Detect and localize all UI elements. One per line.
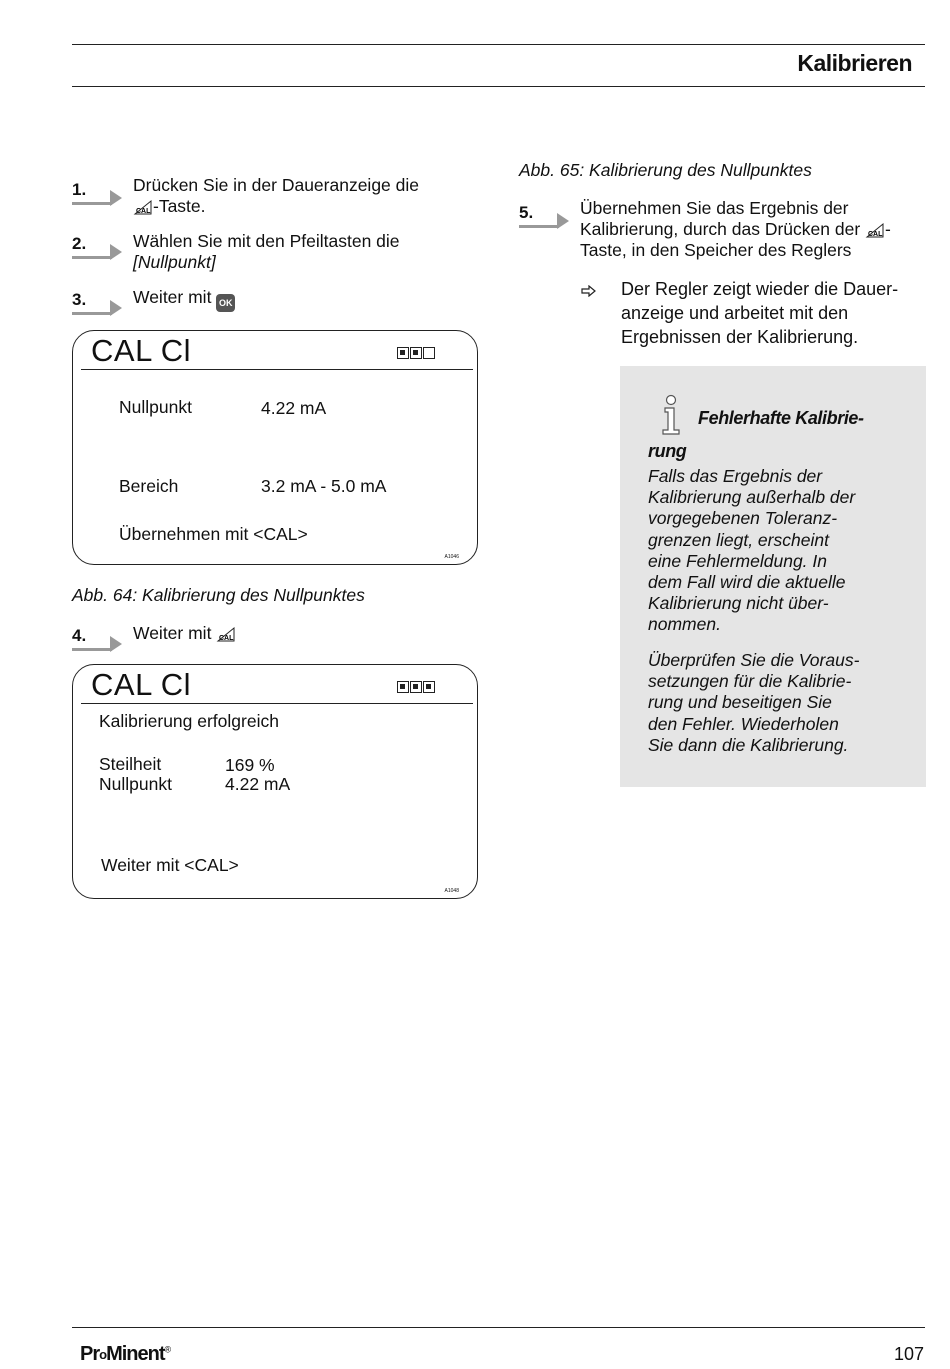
- page-title: Kalibrieren: [797, 50, 912, 76]
- cal-key-icon: [865, 222, 885, 238]
- svg-text:CAL: CAL: [136, 208, 151, 215]
- svg-text:CAL: CAL: [219, 635, 234, 642]
- step-number: 5.: [519, 203, 534, 222]
- progress-indicator-icon: [397, 347, 435, 359]
- info-note: [620, 366, 926, 787]
- step-text: Übernehmen Sie das Ergebnis der Kalibrierung, durch das Drücken der CAL - Taste, in den Speicher des Reglers: [580, 198, 891, 260]
- display-label: Nullpunkt: [119, 397, 192, 417]
- step-number: 3.: [72, 290, 87, 309]
- display-footer: Weiter mit <CAL>: [101, 855, 239, 875]
- result-text: Der Regler zeigt wieder die Dauer- anzeige und arbeitet mit den Ergebnissen der Kalibrierung.: [621, 279, 899, 347]
- top-rule: [72, 44, 925, 45]
- progress-indicator-icon: [397, 681, 435, 693]
- figure-code: A1048: [444, 888, 459, 894]
- svg-text:CAL: CAL: [868, 231, 883, 238]
- step-text: Weiter mit CAL: [133, 623, 236, 644]
- step-number: 2.: [72, 234, 87, 253]
- display-footer: Übernehmen mit <CAL>: [119, 524, 308, 544]
- step-marker: [519, 203, 569, 229]
- display-label: Nullpunkt: [99, 774, 172, 794]
- page-number: 107: [893, 1344, 924, 1364]
- cal-key-icon: [133, 199, 153, 215]
- footer-rule: [72, 1327, 925, 1328]
- header-rule: [72, 86, 925, 87]
- note-paragraph: Überprüfen Sie die Voraus- setzungen für die Kalibrie- rung und beseitigen Sie den Fehler. Wiederholen Sie dann die Kalibrierung.: [648, 650, 860, 755]
- step-marker: [72, 234, 122, 260]
- step-marker: [72, 290, 122, 316]
- display-label: Bereich: [119, 476, 179, 496]
- brand-logo: ProMinent®: [80, 1343, 172, 1365]
- display-status: Kalibrierung erfolgreich: [99, 711, 279, 731]
- controller-display: [72, 330, 478, 565]
- display-value: 3.2 mA - 5.0 mA: [261, 476, 387, 496]
- step-number: 1.: [72, 180, 87, 199]
- figure-caption: Abb. 65: Kalibrierung des Nullpunktes: [519, 160, 812, 180]
- step-number: 4.: [72, 626, 87, 645]
- note-title: Fehlerhafte Kalibrie- rung: [648, 408, 864, 461]
- figure-code: A1046: [444, 554, 459, 560]
- ok-key-icon: OK: [216, 294, 235, 312]
- note-paragraph: Falls das Ergebnis der Kalibrierung außerhalb der vorgegebenen Toleranz- grenzen liegt, erscheint eine Fehlermeldung. In dem Fall wird die aktuelle Kalibrierung nicht über- nommen.: [648, 466, 856, 635]
- cal-key-icon: [216, 626, 236, 642]
- display-value: 169 %: [225, 755, 275, 775]
- figure-caption: Abb. 64: Kalibrierung des Nullpunktes: [72, 585, 365, 605]
- result-arrow-icon: [581, 285, 597, 297]
- step-marker: [72, 180, 122, 206]
- display-value: 4.22 mA: [225, 774, 291, 794]
- step-marker: [72, 626, 122, 652]
- controller-display: [72, 664, 478, 899]
- display-label: Steilheit: [99, 754, 162, 774]
- step-text: Wählen Sie mit den Pfeiltasten die [Nullpunkt]: [133, 231, 400, 272]
- display-header: CAL Cl: [91, 333, 192, 368]
- display-value: 4.22 mA: [261, 398, 327, 418]
- display-header: CAL Cl: [91, 667, 192, 702]
- step-text: Drücken Sie in der Daueranzeige die CAL -Taste.: [133, 175, 419, 216]
- step-text: Weiter mit OK: [133, 287, 235, 312]
